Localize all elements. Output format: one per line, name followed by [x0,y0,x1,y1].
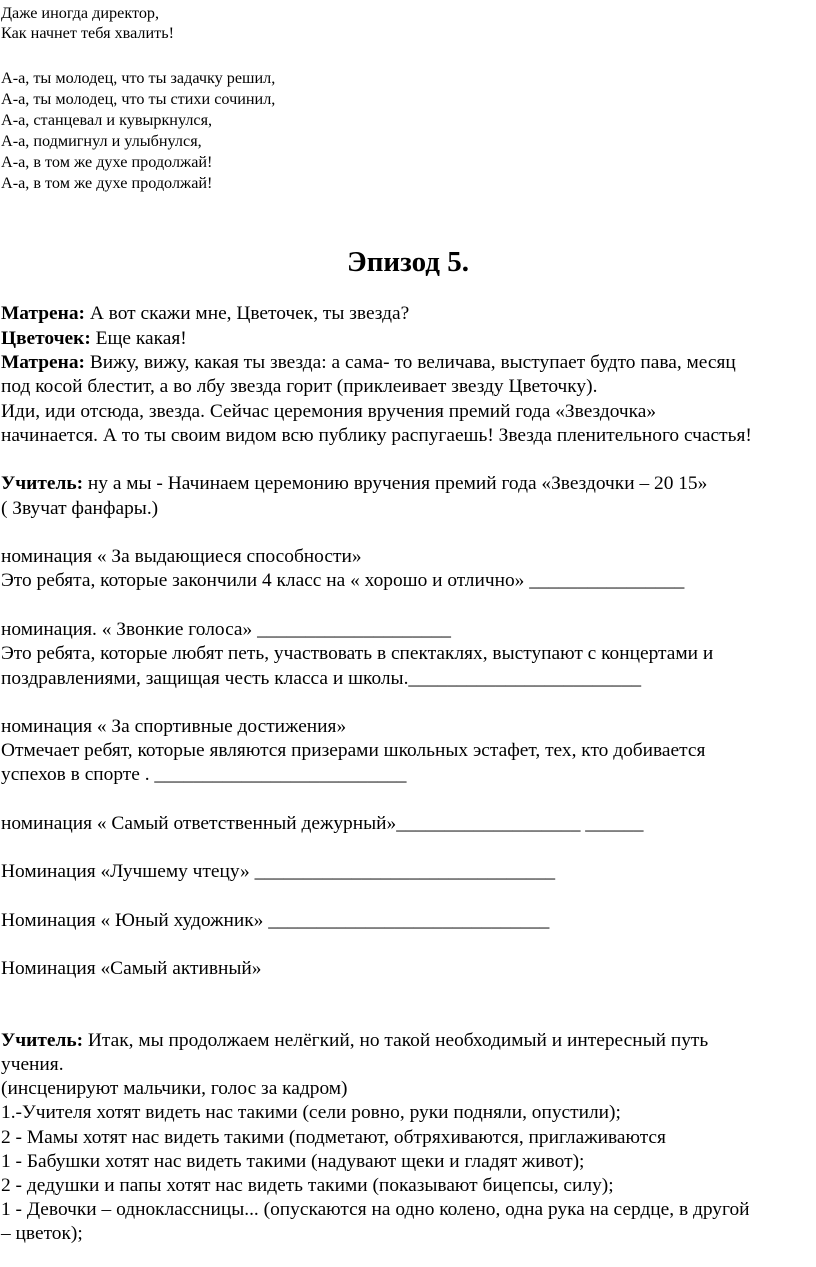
poem-line: А-а, ты молодец, что ты задачку решил, [1,69,276,87]
nomination-text: Это ребята, которые закончили 4 класс на « хорошо и отлично» ________________ [1,570,685,591]
speaker-label: Матрена: [1,352,85,373]
dialogue-line [1,327,187,351]
poem-line: Даже иногда директор, [1,4,160,22]
dialogue-line: под косой блестит, а во лбу звезда горит (приклеивает звезду Цветочку). [1,376,598,397]
poem-line: Как начнет тебя хвалить! [1,24,175,42]
nomination-title: номинация « Самый ответственный дежурный»___________________ ______ [1,813,644,834]
nomination-text: поздравлениями, защищая честь класса и школы.________________________ [1,668,642,689]
speaker-label: Учитель: [1,1030,84,1051]
dialogue-line: Иди, иди отсюда, звезда. Сейчас церемония вручения премий года «Звездочка» [1,401,657,422]
speech-text: ну а мы - Начинаем церемонию вручения премий года «Звездочки – 20 15» [83,473,708,494]
nomination-text: Отмечает ребят, которые являются призерами школьных эстафет, тех, кто добивается [1,740,706,761]
speech-text: Еще какая! [90,328,187,349]
scene-line: 1 - Девочки – одноклассницы... (опускаются на одно колено, одна рука на сердце, в другой [1,1199,750,1220]
scene-line: 2 - Мамы хотят нас видеть такими (подметают, обтряхиваются, приглаживаются [1,1127,666,1148]
nomination-text: Это ребята, которые любят петь, участвовать в спектаклях, выступают с концертами и [1,643,714,664]
episode-heading: Эпизод 5. [347,246,469,278]
nomination-text: успехов в спорте . __________________________ [1,764,407,785]
speaker-label: Учитель: [1,473,84,494]
speech-text: Итак, мы продолжаем нелёгкий, но такой необходимый и интересный путь [83,1030,709,1051]
scene-line: 1 - Бабушки хотят нас видеть такими (надувают щеки и гладят живот); [1,1151,585,1172]
dialogue-line [1,1029,708,1053]
poem-line: А-а, в том же духе продолжай! [1,153,213,171]
dialogue-line [1,302,409,326]
scene-line: 1.-Учителя хотят видеть нас такими (сели ровно, руки подняли, опустили); [1,1102,621,1123]
speaker-label: Цветочек: [1,328,91,349]
stage-direction: (инсценируют мальчики, голос за кадром) [1,1078,348,1099]
poem-line: А-а, подмигнул и улыбнулся, [1,132,202,150]
speaker-label: Матрена: [1,303,85,324]
speech-text: А вот скажи мне, Цветочек, ты звезда? [84,303,410,324]
nomination-title: номинация. « Звонкие голоса» ____________________ [1,619,451,640]
dialogue-line [1,351,736,375]
poem-line: А-а, ты молодец, что ты стихи сочинил, [1,90,276,108]
nomination-title: Номинация «Лучшему чтецу» _______________________________ [1,861,556,882]
scene-line: – цветок); [1,1223,83,1244]
nomination-title: номинация « За выдающиеся способности» [1,546,362,567]
dialogue-line: учения. [1,1054,64,1075]
stage-direction: ( Звучат фанфары.) [1,498,159,519]
poem-line: А-а, в том же духе продолжай! [1,174,213,192]
nomination-title: Номинация « Юный художник» _____________________________ [1,910,550,931]
nomination-title: Номинация «Самый активный» [1,958,262,979]
nomination-title: номинация « За спортивные достижения» [1,716,347,737]
speech-text: Вижу, вижу, какая ты звезда: а сама- то величава, выступает будто пава, месяц [84,352,736,373]
dialogue-line [1,472,707,496]
scene-line: 2 - дедушки и папы хотят нас видеть такими (показывают бицепсы, силу); [1,1175,614,1196]
dialogue-line: начинается. А то ты своим видом всю публику распугаешь! Звезда пленительного счастья! [1,425,752,446]
poem-line: А-а, станцевал и кувыркнулся, [1,111,213,129]
